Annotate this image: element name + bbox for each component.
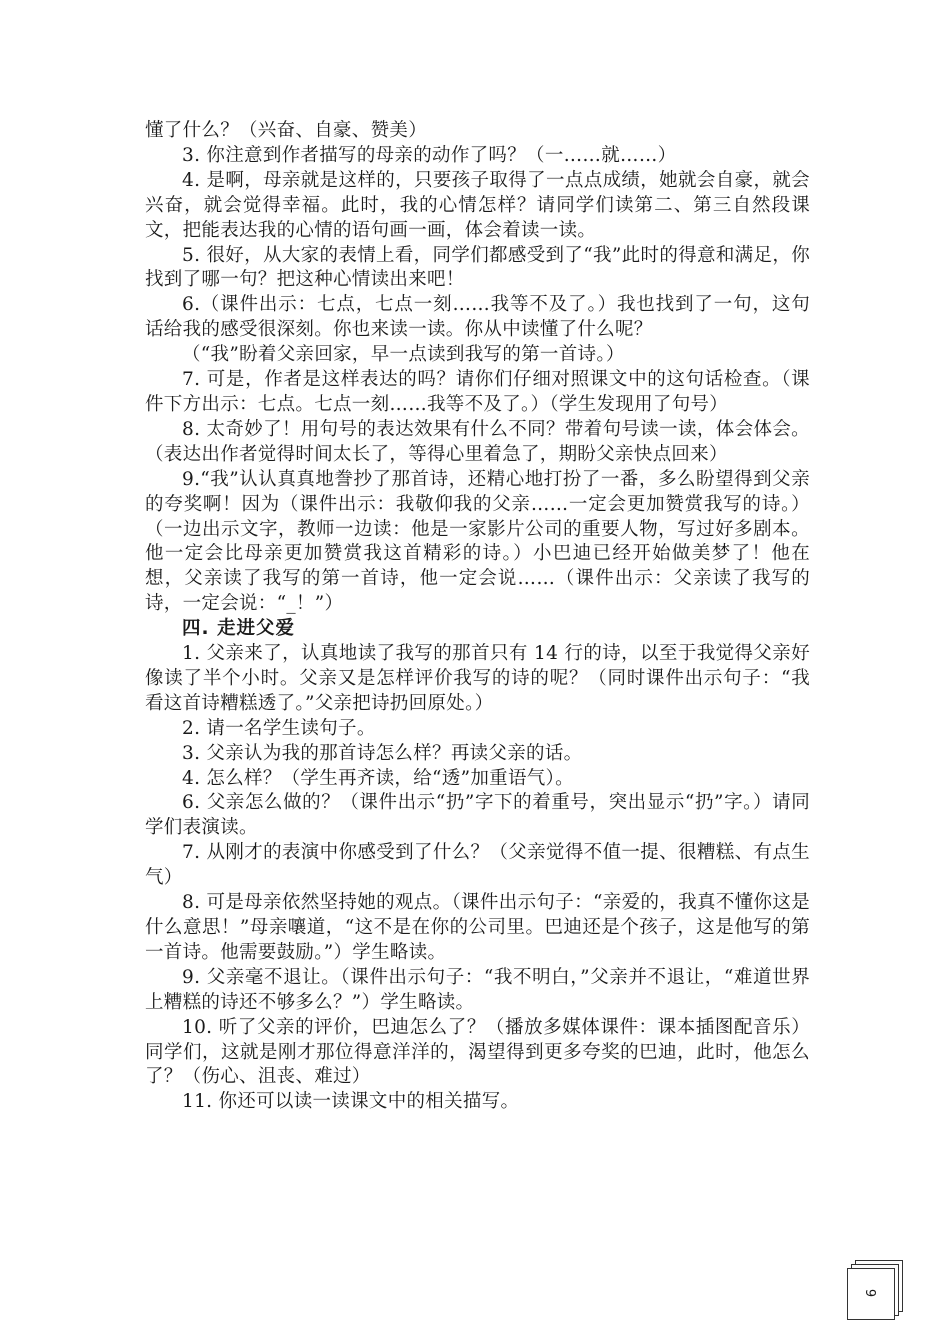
- paragraph: 11. 你还可以读一读课文中的相关描写。: [182, 1091, 520, 1113]
- paragraph: 3. 你注意到作者描写的母亲的动作了吗？（一……就……）: [182, 144, 677, 166]
- paragraph: 4. 是啊，母亲就是这样的，只要孩子取得了一点点成绩，她就会自豪，就会兴奋，就会觉得幸福。此时，我的心情怎样？请同学们读第二、第三自然段课文，把能表达我的心情的语句画一画，体会着读一读。: [145, 169, 810, 241]
- paragraph: 10. 听了父亲的评价，巴迪怎么了？（播放多媒体课件：课本插图配音乐）同学们，这就是刚才那位得意洋洋的，渴望得到更多夸奖的巴迪，此时，他怎么了？（伤心、沮丧、难过）: [145, 1016, 810, 1088]
- paragraph: 3. 父亲认为我的那首诗怎么样？再读父亲的话。: [182, 742, 583, 764]
- document-body: [145, 119, 810, 1115]
- paragraph: 4. 怎么样？（学生再齐读，给“透”加重语气）。: [182, 767, 574, 789]
- section-heading: 四. 走进父爱: [182, 618, 295, 640]
- page-number: 9: [862, 1288, 878, 1298]
- paragraph: 6. 父亲怎么做的？（课件出示“扔”字下的着重号，突出显示“扔”字。）请同学们表演读。: [145, 792, 810, 839]
- paragraph: （“我”盼着父亲回家，早一点读到我写的第一首诗。）: [182, 344, 625, 366]
- paragraph: 6.（课件出示：七点，七点一刻……我等不及了。）我也找到了一句，这句话给我的感受很深刻。你也来读一读。你从中读懂了什么呢？: [145, 294, 810, 341]
- paragraph: 2. 请一名学生读句子。: [182, 717, 376, 739]
- page-number-box: [845, 1260, 903, 1320]
- paragraph: 懂了什么？（兴奋、自豪、赞美）: [145, 120, 428, 141]
- paragraph: 9.“我”认认真真地誊抄了那首诗，还精心地打扮了一番，多么盼望得到父亲的夸奖啊！因为（课件出示：我敬仰我的父亲……一定会更加赞赏我写的诗。）（一边出示文字，教师一边读：他是一家影片公司的重要人物，写过好多剧本。他一定会比母亲更加赞赏我这首精彩的诗。）小巴迪已经开始做美梦了！他在想，父亲读了我写的第一首诗，他一定会说……（课件出示：父亲读了我写的诗，一定会说：“_！”）: [145, 468, 810, 615]
- paragraph: 7. 可是，作者是这样表达的吗？请你们仔细对照课文中的这句话检查。（课件下方出示：七点。七点一刻……我等不及了。）（学生发现用了句号）: [145, 369, 810, 415]
- paragraph: 9. 父亲毫不退让。（课件出示句子：“我不明白，”父亲并不退让，“难道世界上糟糕的诗还不够多么？”）学生略读。: [145, 966, 810, 1013]
- paragraph: 1. 父亲来了，认真地读了我写的那首只有 14 行的诗，以至于我觉得父亲好像读了半个小时。父亲又是怎样评价我写的诗的呢？（同时课件出示句子：“我看这首诗糟糕透了。”父亲把诗扔回原处。）: [145, 643, 810, 714]
- paragraph: 8. 太奇妙了！用句号的表达效果有什么不同？带着句号读一读，体会体会。（表达出作者觉得时间太长了，等得心里着急了，期盼父亲快点回来）: [145, 418, 810, 465]
- paragraph: 8. 可是母亲依然坚持她的观点。（课件出示句子：“亲爱的，我真不懂你这是什么意思！”母亲嚷道，“这不是在你的公司里。巴迪还是个孩子，这是他写的第一首诗。他需要鼓励。”）学生略读。: [145, 892, 810, 963]
- paragraph: 5. 很好，从大家的表情上看，同学们都感受到了“我”此时的得意和满足，你找到了哪一句？把这种心情读出来吧！: [145, 244, 810, 291]
- paragraph: 7. 从刚才的表演中你感受到了什么？（父亲觉得不值一提、很糟糕、有点生气）: [145, 842, 810, 889]
